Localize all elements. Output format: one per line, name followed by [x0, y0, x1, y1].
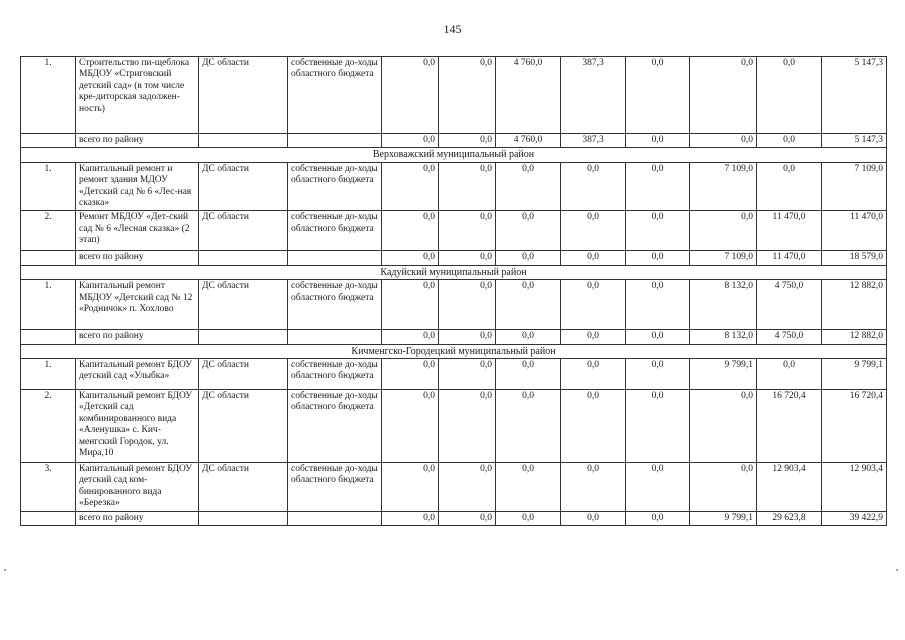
value-cell: 0,0 [382, 211, 439, 251]
empty-cell [21, 251, 76, 265]
object-name: Капитальный ремонт БДОУ «Детский сад комбинированного вида «Аленушка» с. Кич-менгский Городок, ул. Мира,10 [76, 390, 199, 463]
value-cell: 0,0 [496, 280, 561, 330]
row-number: 3. [21, 463, 76, 512]
table-body [21, 57, 887, 526]
row-number: 1. [21, 162, 76, 211]
district-total-row [21, 134, 887, 148]
table-row [21, 57, 887, 134]
district-header-row [21, 344, 887, 358]
table-row [21, 280, 887, 330]
value-cell: 0,0 [690, 390, 757, 463]
value-cell: 7 109,0 [822, 162, 887, 211]
district-name: Кадуйский муниципальный район [21, 265, 887, 279]
funding-source: собственные до-ходы областного бюджета [288, 463, 382, 512]
total-value-cell: 9 799,1 [690, 511, 757, 525]
value-cell: 0,0 [561, 390, 626, 463]
responsible-executor: ДС области [199, 390, 288, 463]
value-cell: 0,0 [382, 463, 439, 512]
value-cell: 16 720,4 [757, 390, 822, 463]
total-value-cell: 7 109,0 [690, 251, 757, 265]
margin-mark-left: ▪ [4, 566, 7, 574]
total-value-cell: 0,0 [561, 251, 626, 265]
empty-cell [199, 134, 288, 148]
value-cell: 0,0 [690, 463, 757, 512]
value-cell: 387,3 [561, 57, 626, 134]
value-cell: 12 882,0 [822, 280, 887, 330]
value-cell: 0,0 [382, 390, 439, 463]
value-cell: 0,0 [757, 162, 822, 211]
total-value-cell: 4 750,0 [757, 330, 822, 344]
value-cell: 0,0 [439, 211, 496, 251]
value-cell: 0,0 [496, 359, 561, 390]
value-cell: 0,0 [439, 162, 496, 211]
total-value-cell: 0,0 [496, 251, 561, 265]
empty-cell [288, 134, 382, 148]
value-cell: 0,0 [690, 211, 757, 251]
district-name: Кичменгско-Городецкий муниципальный район [21, 344, 887, 358]
total-value-cell: 0,0 [439, 134, 496, 148]
total-value-cell: 0,0 [496, 511, 561, 525]
row-number: 2. [21, 390, 76, 463]
responsible-executor: ДС области [199, 463, 288, 512]
responsible-executor: ДС области [199, 162, 288, 211]
value-cell: 7 109,0 [690, 162, 757, 211]
responsible-executor: ДС области [199, 57, 288, 134]
value-cell: 0,0 [757, 359, 822, 390]
empty-cell [21, 330, 76, 344]
value-cell: 0,0 [626, 463, 690, 512]
funding-source: собственные до-ходы областного бюджета [288, 211, 382, 251]
value-cell: 0,0 [561, 162, 626, 211]
table-row [21, 463, 887, 512]
value-cell: 0,0 [382, 280, 439, 330]
object-name: Капитальный ремонт БДОУ детский сад «Улыбка» [76, 359, 199, 390]
district-header-row [21, 148, 887, 162]
table-row [21, 211, 887, 251]
district-total-row [21, 251, 887, 265]
value-cell: 9 799,1 [822, 359, 887, 390]
budget-table [20, 56, 887, 526]
district-header-row [21, 265, 887, 279]
empty-cell [21, 511, 76, 525]
responsible-executor: ДС области [199, 211, 288, 251]
total-value-cell: 0,0 [496, 330, 561, 344]
district-total-row [21, 511, 887, 525]
total-value-cell: 11 470,0 [757, 251, 822, 265]
value-cell: 0,0 [439, 390, 496, 463]
value-cell: 0,0 [439, 359, 496, 390]
value-cell: 12 903,4 [757, 463, 822, 512]
object-name: Капитальный ремонт БДОУ детский сад ком-бинированного вида «Березка» [76, 463, 199, 512]
total-value-cell: 0,0 [690, 134, 757, 148]
value-cell: 0,0 [496, 390, 561, 463]
table-row [21, 162, 887, 211]
funding-source: собственные до-ходы областного бюджета [288, 390, 382, 463]
value-cell: 0,0 [561, 280, 626, 330]
total-value-cell: 0,0 [626, 134, 690, 148]
total-value-cell: 0,0 [382, 134, 439, 148]
margin-mark-right: ▪ [896, 566, 899, 574]
value-cell: 0,0 [626, 162, 690, 211]
object-name: Ремонт МБДОУ «Дет-ский сад № 6 «Лесная сказка» (2 этап) [76, 211, 199, 251]
total-value-cell: 0,0 [439, 511, 496, 525]
total-value-cell: 0,0 [626, 251, 690, 265]
total-label: всего по району [76, 134, 199, 148]
value-cell: 4 760,0 [496, 57, 561, 134]
funding-source: собственные до-ходы областного бюджета [288, 280, 382, 330]
total-value-cell: 5 147,3 [822, 134, 887, 148]
value-cell: 11 470,0 [757, 211, 822, 251]
value-cell: 5 147,3 [822, 57, 887, 134]
empty-cell [288, 511, 382, 525]
value-cell: 0,0 [561, 463, 626, 512]
district-total-row [21, 330, 887, 344]
object-name: Капитальный ремонт и ремонт здания МДОУ «Детский сад № 6 «Лес-ная сказка» [76, 162, 199, 211]
total-value-cell: 0,0 [439, 251, 496, 265]
value-cell: 0,0 [382, 359, 439, 390]
value-cell: 0,0 [626, 390, 690, 463]
table-row [21, 359, 887, 390]
value-cell: 11 470,0 [822, 211, 887, 251]
value-cell: 4 750,0 [757, 280, 822, 330]
district-name: Верховажский муниципальный район [21, 148, 887, 162]
value-cell: 0,0 [439, 57, 496, 134]
empty-cell [199, 251, 288, 265]
value-cell: 0,0 [439, 280, 496, 330]
total-value-cell: 8 132,0 [690, 330, 757, 344]
value-cell: 0,0 [626, 359, 690, 390]
funding-source: собственные до-ходы областного бюджета [288, 162, 382, 211]
value-cell: 0,0 [561, 359, 626, 390]
object-name: Строительство пи-щеблока МБДОУ «Стриговский детский сад» (в том числе кре-диторская задолжен-ность) [76, 57, 199, 134]
row-number: 1. [21, 359, 76, 390]
value-cell: 0,0 [757, 57, 822, 134]
empty-cell [199, 511, 288, 525]
value-cell: 0,0 [382, 57, 439, 134]
value-cell: 0,0 [382, 162, 439, 211]
value-cell: 0,0 [439, 463, 496, 512]
total-value-cell: 0,0 [382, 511, 439, 525]
responsible-executor: ДС области [199, 280, 288, 330]
row-number: 1. [21, 280, 76, 330]
total-value-cell: 0,0 [439, 330, 496, 344]
value-cell: 0,0 [690, 57, 757, 134]
total-value-cell: 12 882,0 [822, 330, 887, 344]
funding-source: собственные до-ходы областного бюджета [288, 359, 382, 390]
empty-cell [21, 134, 76, 148]
table-row [21, 390, 887, 463]
value-cell: 0,0 [626, 280, 690, 330]
total-value-cell: 39 422,9 [822, 511, 887, 525]
empty-cell [288, 330, 382, 344]
row-number: 2. [21, 211, 76, 251]
value-cell: 0,0 [496, 211, 561, 251]
total-value-cell: 0,0 [626, 330, 690, 344]
page-number: 145 [443, 22, 462, 36]
total-value-cell: 0,0 [382, 330, 439, 344]
total-value-cell: 29 623,8 [757, 511, 822, 525]
object-name: Капитальный ремонт МБДОУ «Детский сад № 12 «Родничок» п. Хохлово [76, 280, 199, 330]
total-value-cell: 18 579,0 [822, 251, 887, 265]
total-value-cell: 4 760,0 [496, 134, 561, 148]
row-number: 1. [21, 57, 76, 134]
empty-cell [288, 251, 382, 265]
value-cell: 9 799,1 [690, 359, 757, 390]
total-value-cell: 0,0 [561, 330, 626, 344]
funding-source: собственные до-ходы областного бюджета [288, 57, 382, 134]
total-value-cell: 0,0 [382, 251, 439, 265]
total-value-cell: 0,0 [626, 511, 690, 525]
value-cell: 0,0 [496, 162, 561, 211]
value-cell: 8 132,0 [690, 280, 757, 330]
total-value-cell: 387,3 [561, 134, 626, 148]
total-label: всего по району [76, 251, 199, 265]
total-value-cell: 0,0 [561, 511, 626, 525]
value-cell: 0,0 [626, 57, 690, 134]
value-cell: 0,0 [626, 211, 690, 251]
total-label: всего по району [76, 511, 199, 525]
value-cell: 0,0 [561, 211, 626, 251]
total-value-cell: 0,0 [757, 134, 822, 148]
value-cell: 12 903,4 [822, 463, 887, 512]
value-cell: 16 720,4 [822, 390, 887, 463]
value-cell: 0,0 [496, 463, 561, 512]
responsible-executor: ДС области [199, 359, 288, 390]
empty-cell [199, 330, 288, 344]
total-label: всего по району [76, 330, 199, 344]
